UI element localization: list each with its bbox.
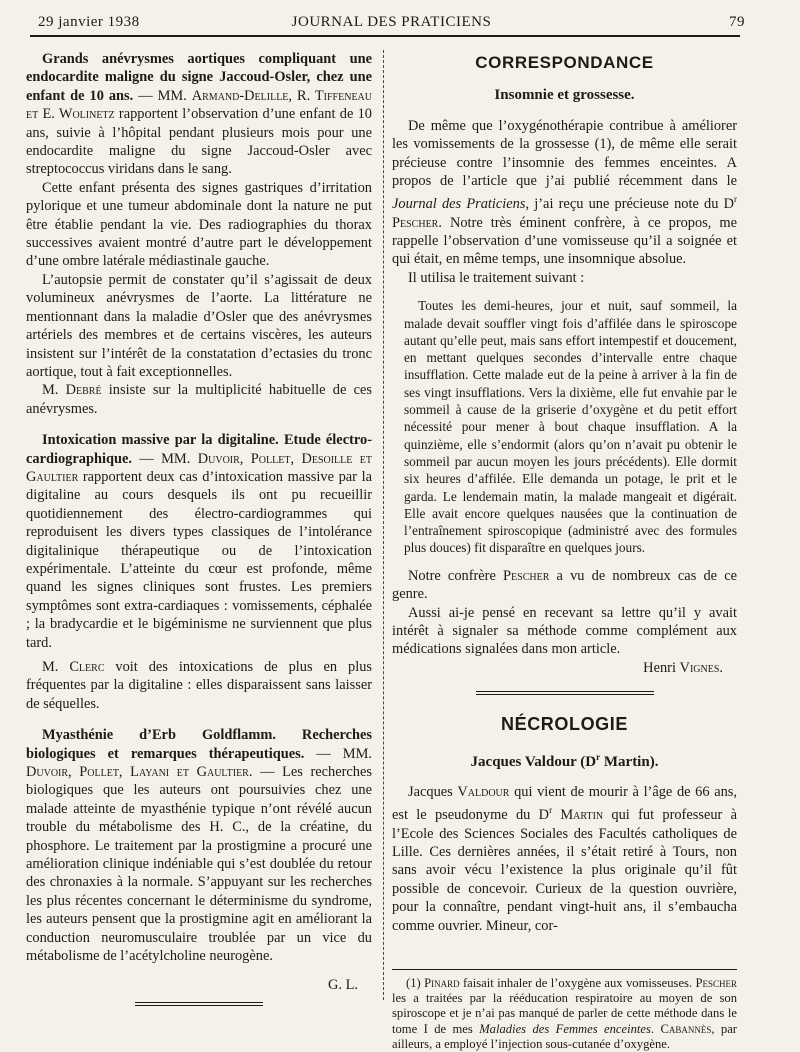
article-1-p4-name: Debré <box>65 382 102 399</box>
corr-p1-sup: r <box>734 194 738 205</box>
necrologie-subheading <box>392 748 737 771</box>
article-3-body: . — Les recherches biologiques que les auteurs ont poursuivies chez une malade atteinte de myasthénie typique n’ont révélé aucun trouble du métabolisme des H. C., de la créatine, du phosphore. Le traitement par la prostigmine a procuré une amélioration clinique indéniable qui s’est doublée du retour des chronaxies à la normale. S’appuyant sur les recherches les plus récentes concernant le déterminisme du syndrome, les auteurs pensent que la prostigmine agit en améliorant la conduction neuromusculaire troublée par un vice du métabolisme de l’acétylcholine neurogène. <box>26 764 372 965</box>
header-journal-title: JOURNAL DES PRATICIENS <box>291 14 492 30</box>
article-2-title: Intoxication massive par la digitaline. Etude électro-cardiographique. <box>26 432 372 467</box>
header-rule <box>30 35 740 37</box>
correspondance-heading: CORRESPONDANCE <box>475 53 654 72</box>
correspondance-p2: Il utilisa le traitement suivant : <box>408 269 585 286</box>
article-1-title: Grands anévrysmes aortiques compliquant une endocardite maligne du signe Jaccoud-Osler, chez une enfant de 10 ans. <box>26 51 372 104</box>
article-2-lead: — MM. <box>131 450 198 467</box>
fn-d: . <box>650 1021 661 1036</box>
article-1-body: rapportent l’observation d’une enfant de 10 ans, suivie à l’hôpital pendant plusieurs mois pour une endocardite maligne du signe Jaccoud-Osler avec streptococcus viridans dans le sang. <box>26 106 372 178</box>
necro-sub-sup: r <box>596 751 601 762</box>
article-1-authors: Armand-Delille, R. Tiffeneau et E. Wolinetz <box>26 87 372 123</box>
correspondance-subheading: Insomnie et grossesse. <box>494 87 635 104</box>
fn-c: les a traitées par la rééducation respiratoire au moyen de son spiroscope et je n’ai pas manqué de parler de cette méthode dans le tome I de mes <box>392 991 737 1036</box>
corr-p3-a: Notre confrère <box>408 567 504 584</box>
left-end-rule <box>135 1002 263 1006</box>
article-1-p4-rest: insiste sur la multiplicité habituelle de ces anévrysmes. <box>26 382 372 417</box>
fn-a: (1) <box>406 976 425 991</box>
column-divider <box>383 50 384 1000</box>
fn-name3: Cabannès <box>660 1021 712 1036</box>
article-2-p2-name: Clerc <box>69 659 105 675</box>
correspondance-end-rule <box>476 691 654 695</box>
article-3-paragraph <box>26 726 372 965</box>
necro-p1-name2: Martin <box>552 807 604 824</box>
page-header <box>38 14 745 36</box>
corr-p3-b: a vu de nombreux cas de ce genre. <box>392 567 737 603</box>
necrologie-p1 <box>392 783 737 935</box>
article-3-lead: — MM. <box>304 745 372 762</box>
fn-name: Pinard <box>424 976 460 991</box>
article-2-p2-pre: M. <box>42 659 70 675</box>
left-signature: G. L. <box>328 976 358 993</box>
article-1-lead: — MM. <box>133 87 192 104</box>
necro-sub-a: Jacques Valdour (D <box>470 753 597 770</box>
necro-p1-sup: r <box>549 805 553 816</box>
correspondance-p4: Aussi ai-je pensé en recevant sa lettre qu’il y avait intérêt à signaler sa méthode comme complément aux médications signalées dans mon article. <box>392 604 737 658</box>
corr-sig-first: Henri <box>643 659 680 676</box>
left-column <box>26 50 372 1006</box>
article-1-p4-pre: M. <box>42 382 66 399</box>
article-3-authors: Duvoir, Pollet, Layani et Gaultier <box>26 764 249 781</box>
header-date: 29 janvier 1938 <box>38 14 140 30</box>
fn-name2: Pescher <box>695 976 737 991</box>
corr-p1-b: , j’ai reçu une précieuse note du D <box>525 196 735 213</box>
corr-p1-a: De même que l’oxygénothérapie contribue à améliorer les vomissements de la grossesse (1), de même elle serait précieuse contre l’insomnie des femmes enceintes. A propos de l’article que j’ai publié récemment dans le <box>392 117 737 190</box>
correspondance-p3 <box>392 567 737 604</box>
corr-sig-last: Vignes <box>679 659 720 676</box>
necrologie-heading: NÉCROLOGIE <box>500 714 628 735</box>
footnote-text <box>392 976 737 1052</box>
header-page-number: 79 <box>729 14 745 30</box>
article-1-paragraph <box>26 50 372 179</box>
corr-p1-name: Pescher <box>392 214 439 231</box>
article-2-paragraph <box>26 431 372 652</box>
article-1-p4 <box>26 381 372 418</box>
corr-p1-c: . Notre très éminent confrère, à ce propos, me rappelle l’observation d’une vomisseuse qu’il a soignée et qui était, en même temps, une insomnique absolue. <box>392 214 737 268</box>
corr-p1-journal: Journal des Praticiens <box>392 196 526 213</box>
corr-p3-name: Pescher <box>503 567 550 584</box>
article-1-p3: L’autopsie permit de constater qu’il s’agissait de deux volumineux anévrysmes de l’aorte. La littérature ne mentionnant dans la maladie d’Osler que des anévrysmes artériels des membres et de certains viscères, les auteurs insistent sur l’intérêt de la constatation d’ectasies du tronc aortique, tout à fait exceptionnelles. <box>26 271 372 380</box>
necro-sub-b: Martin). <box>600 753 659 770</box>
article-2-p2-rest: voit des intoxications de plus en plus fréquentes par la digitaline : elles disparaissent sans laisser de séquelles. <box>26 659 372 712</box>
correspondance-p1 <box>392 117 737 269</box>
correspondance-signature <box>392 659 737 677</box>
correspondance-quote: Toutes les demi-heures, jour et nuit, sauf sommeil, la malade devait souffler vingt fois d’affilée dans le spiroscope autant qu’elle peut, mais sans effort intempestif et doucement, en mettant quelques secondes d’intervalle entre chaque insufflation. Cette malade eut de la peine à arriver à la fin de ses vingt insufflations. Vers la dixième, elle fut envahie par le sommeil à cause de la griserie d’oxygène et du petit effort nécessité pour mener à bout chaque insufflation. A la quinzième, elle s’endormit (alors qu’on n’avait pu obtenir le sommeil par aucun moyen les jours précédents). Elle dormit six heures d’affilée. Elle demanda un potage, le prit et le garda. Le lendemain matin, la malade mangeait et digérait. Elle avait encore quelques nausées que la continuation de l’entraînement spiroscopique (administré avec des formules plus douces) fit disparaître en quelques jours. <box>404 298 737 556</box>
necro-p1-name: Valdour <box>457 783 510 800</box>
fn-e: , par ailleurs, a employé l’injection sous-cutanée d’oxygène. <box>392 1021 737 1051</box>
article-2-body: rapportent deux cas d’intoxication massive par la digitaline au cours desquels ils ont pu recueillir quotidiennement des électro-cardiogrammes qui reproduisent les divers types classiques de l’intolérance digitalinique thérapeutique ou de l’intoxication expérimentale. L’atteinte du cœur est profonde, même quand les signes cliniques sont frustes. Les premiers symptômes sont extra-cardiaques : vomissements, céphalée ; la bradycardie et le bigéminisme ne surviennent que plus tard. <box>26 468 372 651</box>
footnote <box>392 969 737 1052</box>
necro-p1-c: qui fut professeur à l’Ecole des Sciences Sociales des Facultés catholiques de Lille. Ces dernières années, il s’était retiré à Tours, non sans avoir vécu l’existence la plus originale qu’il fût possible de concevoir. Curieux de la question ouvrière, pour la connaître, pendant vingt-huit ans, il s’embaucha comme ouvrier. Mineur, cor- <box>392 807 737 934</box>
article-2-authors: Duvoir, Pollet, Desoille et Gaultier <box>26 450 372 485</box>
right-column <box>392 50 737 1052</box>
fn-book: Maladies des Femmes enceintes <box>479 1021 651 1036</box>
corr-sig-dot: . <box>719 659 723 676</box>
article-2-p2 <box>26 658 372 713</box>
necro-p1-b: qui vient de mourir à l’âge de 66 ans, est le pseudonyme du D <box>392 783 737 824</box>
article-3-title: Myasthénie d’Erb Goldflamm. Recherches biologiques et remarques thérapeutiques. <box>26 727 372 762</box>
fn-b: faisait inhaler de l’oxygène aux vomisseuses. <box>459 976 696 991</box>
article-1-p2: Cette enfant présenta des signes gastriques d’irritation pylorique et une tumeur abdominale dont la nature ne put être établie pendant la vie. Des radiographies du thorax successives avaient montré d’autre part le développement d’une ombre latérale médiastinale gauche. <box>26 179 372 270</box>
necro-p1-a: Jacques <box>408 783 458 800</box>
